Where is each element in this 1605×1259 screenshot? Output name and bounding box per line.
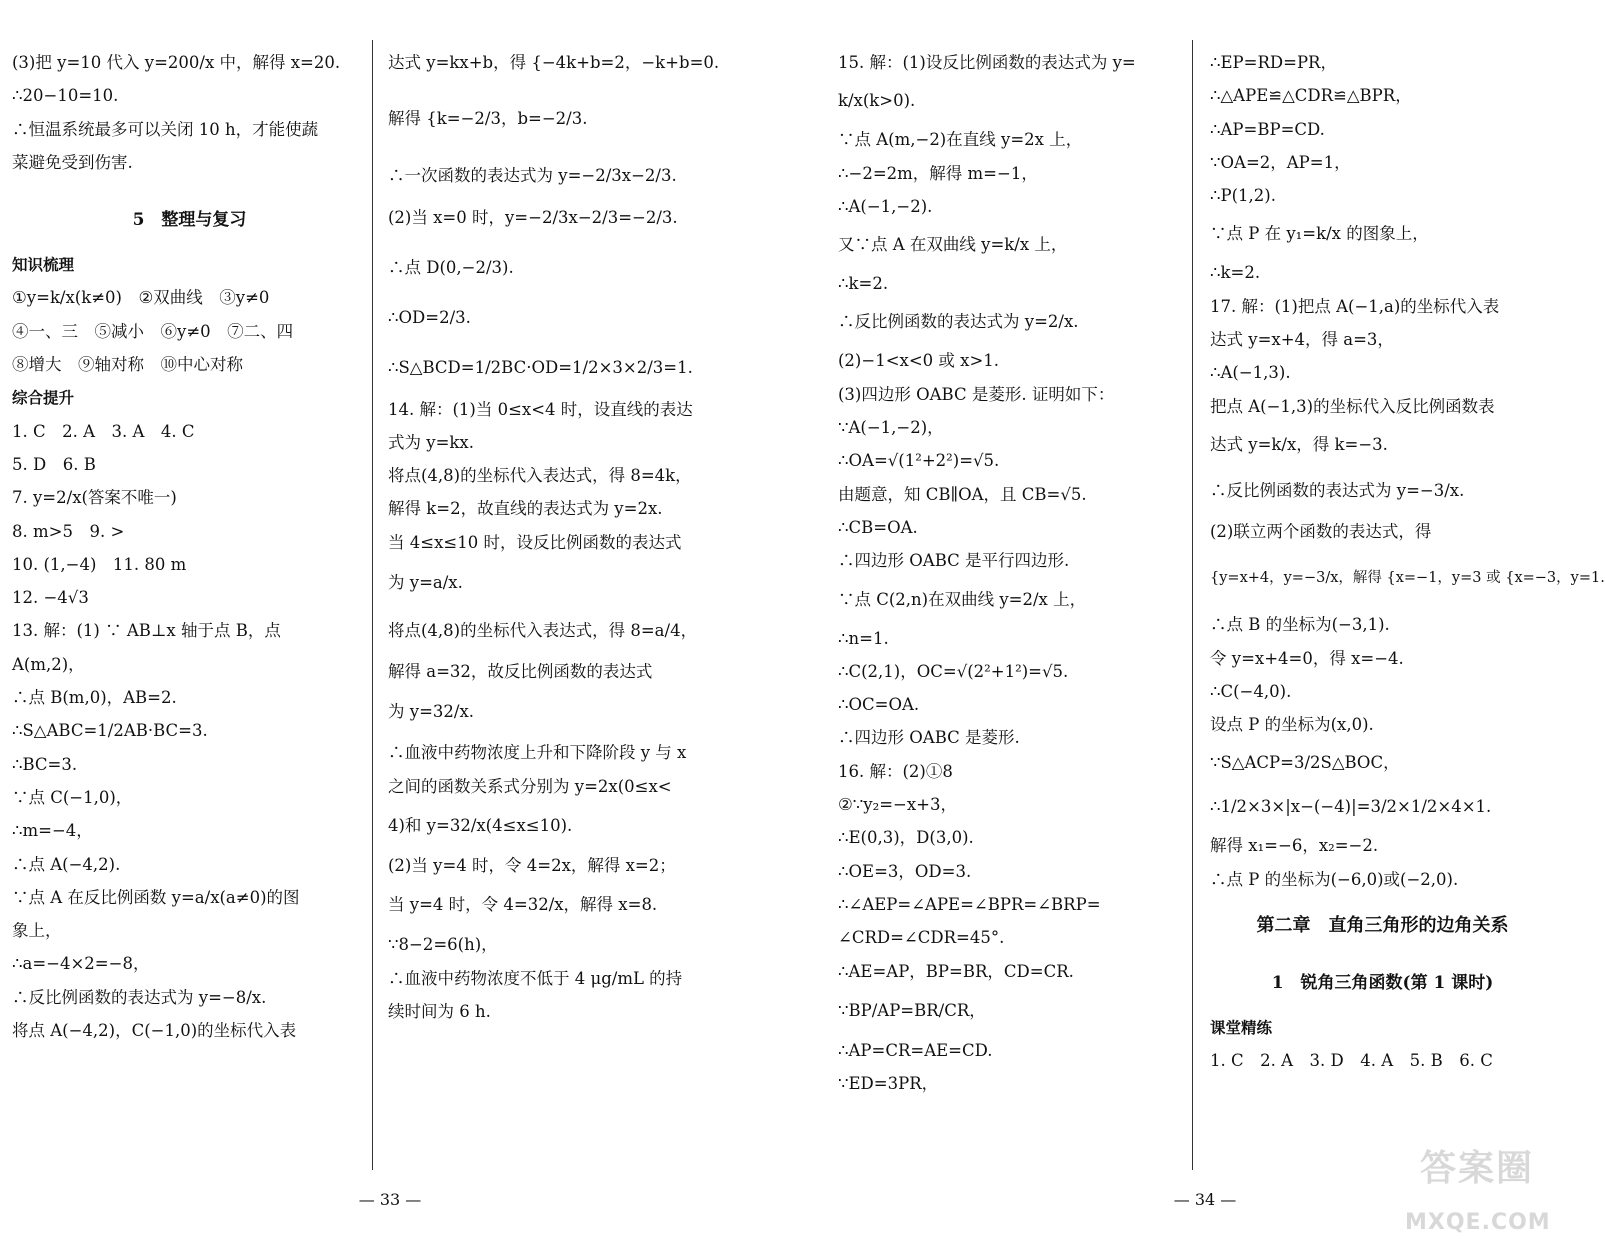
- text-line: 将点 A(−4,2)，C(−1,0)的坐标代入表: [12, 1021, 297, 1041]
- text-line: ∴A(−1,−2).: [838, 196, 933, 216]
- text-line: ∴AP=BP=CD.: [1210, 119, 1325, 139]
- text-line: A(m,2)，: [12, 654, 85, 674]
- text-line: 为 y=a/x.: [388, 573, 463, 593]
- column-divider: [1192, 40, 1193, 1170]
- column-divider: [372, 40, 373, 1170]
- text-line: 7. y=2/x(答案不唯一): [12, 488, 177, 508]
- page-34-column-1: [838, 46, 1183, 1100]
- text-line: 菜避免受到伤害.: [12, 152, 133, 172]
- text-line: 14. 解：(1)当 0≤x<4 时，设直线的表达: [388, 399, 693, 419]
- text-line: ∴点 B(m,0)，AB=2.: [12, 688, 177, 708]
- text-line: 15. 解：(1)设反比例函数的表达式为 y=: [838, 53, 1136, 72]
- text-line: ②∵y₂=−x+3，: [838, 795, 958, 815]
- text-line: ∵S△ACP=3/2S△BOC，: [1210, 753, 1400, 773]
- text-line: ∴k=2.: [838, 274, 889, 294]
- text-line: 当 4≤x≤10 时，设反比例函数的表达式: [388, 532, 682, 552]
- text-line: ∵点 A(m,−2)在直线 y=2x 上，: [838, 130, 1083, 150]
- text-line: ∵ED=3PR，: [838, 1074, 939, 1094]
- text-line: ∴恒温系统最多可以关闭 10 h，才能使蔬: [12, 119, 319, 139]
- text-line: ∵BP/AP=BR/CR，: [838, 1000, 986, 1020]
- text-line: ∴点 D(0,−2/3).: [388, 257, 514, 277]
- text-line: ∴CB=OA.: [838, 517, 918, 537]
- text-line: ∴C(2,1)，OC=√(2²+1²)=√5.: [838, 661, 1069, 681]
- text-line: 解得 {k=−2/3，b=−2/3.: [388, 109, 588, 129]
- text-line: ∴AE=AP，BP=BR，CD=CR.: [838, 961, 1074, 981]
- text-line: ∴血液中药物浓度上升和下降阶段 y 与 x: [388, 743, 687, 763]
- page-number: — 33 —: [358, 1190, 422, 1209]
- text-line: 1. C 2. A 3. A 4. C: [12, 421, 195, 441]
- text-line: ∴OD=2/3.: [388, 307, 471, 327]
- text-line: ∴a=−4×2=−8，: [12, 954, 150, 974]
- text-line: ∴S△BCD=1/2BC·OD=1/2×3×2/3=1.: [388, 357, 693, 377]
- text-line: 解得 k=2，故直线的表达式为 y=2x.: [388, 499, 663, 519]
- text-line: ∴A(−1,3).: [1210, 363, 1291, 383]
- text-line: ∵8−2=6(h)，: [388, 935, 498, 955]
- text-line: ∴20−10=10.: [12, 86, 119, 106]
- text-line: 5. D 6. B: [12, 454, 96, 474]
- text-line: 1. C 2. A 3. D 4. A 5. B 6. C: [1210, 1051, 1493, 1071]
- text-line: ∴OC=OA.: [838, 695, 920, 715]
- text-line: 10. (1,−4) 11. 80 m: [12, 554, 187, 574]
- text-line: ∴EP=RD=PR，: [1210, 53, 1337, 72]
- text-line: (3)把 y=10 代入 y=200/x 中，解得 x=20.: [12, 53, 341, 72]
- text-line: ∴S△ABC=1/2AB·BC=3.: [12, 721, 208, 741]
- subsection-heading: 知识梳理: [12, 255, 75, 275]
- text-line: ∵点 C(2,n)在双曲线 y=2/x 上，: [838, 589, 1087, 609]
- watermark-logo: [1405, 1140, 1585, 1250]
- text-line: ∴AP=CR=AE=CD.: [838, 1040, 993, 1060]
- text-line: ∴C(−4,0).: [1210, 681, 1292, 701]
- text-line: ∴血液中药物浓度不低于 4 μg/mL 的持: [388, 968, 683, 988]
- text-line: ∴P(1,2).: [1210, 186, 1276, 206]
- section-heading: 5 整理与复习: [132, 210, 247, 231]
- text-line: 设点 P 的坐标为(x,0).: [1210, 715, 1374, 735]
- text-line: ①y=k/x(k≠0) ②双曲线 ③y≠0: [12, 288, 270, 308]
- text-line: 达式 y=k/x，得 k=−3.: [1210, 434, 1388, 454]
- text-line: 4)和 y=32/x(4≤x≤10).: [388, 815, 573, 835]
- text-line: (2)当 x=0 时，y=−2/3x−2/3=−2/3.: [388, 207, 678, 227]
- text-line: ∵点 A 在反比例函数 y=a/x(a≠0)的图: [12, 887, 300, 907]
- text-line: ∵OA=2，AP=1，: [1210, 152, 1351, 172]
- text-line: (2)联立两个函数的表达式，得: [1210, 521, 1432, 541]
- page-number: — 34 —: [1173, 1190, 1237, 1209]
- text-line: ∴n=1.: [838, 628, 889, 648]
- text-line: ④一、三 ⑤减小 ⑥y≠0 ⑦二、四: [12, 321, 294, 341]
- text-line: (2)−1<x<0 或 x>1.: [838, 351, 1000, 371]
- text-line: ∴k=2.: [1210, 263, 1261, 283]
- text-line: ∴四边形 OABC 是平行四边形.: [838, 551, 1070, 571]
- text-line: 达式 y=x+4，得 a=3，: [1210, 330, 1394, 350]
- text-line: 式为 y=kx.: [388, 432, 474, 452]
- text-line: 当 y=4 时，令 4=32/x，解得 x=8.: [388, 895, 658, 915]
- text-line: ∴OA=√(1²+2²)=√5.: [838, 451, 1000, 471]
- text-line: 将点(4,8)的坐标代入表达式，得 8=4k，: [388, 466, 692, 486]
- chapter-heading: 第二章 直角三角形的边角关系: [1256, 915, 1509, 937]
- text-line: ∴四边形 OABC 是菱形.: [838, 728, 1020, 748]
- text-line: ∴反比例函数的表达式为 y=−8/x.: [12, 987, 267, 1007]
- page-34: [800, 0, 1605, 1259]
- text-line: 由题意，知 CB∥OA，且 CB=√5.: [838, 484, 1087, 504]
- text-line: ∴△APE≌△CDR≌△BPR，: [1210, 86, 1412, 106]
- text-line: ∵点 C(−1,0)，: [12, 787, 133, 807]
- text-line: ∴1/2×3×|x−(−4)|=3/2×1/2×4×1.: [1210, 797, 1492, 817]
- text-line: 达式 y=kx+b，得 {−4k+b=2，−k+b=0.: [388, 53, 720, 72]
- page-34-column-2: [1210, 46, 1605, 1078]
- text-line: 12. −4√3: [12, 588, 89, 608]
- text-line: ∴OE=3，OD=3.: [838, 861, 972, 881]
- text-line: 为 y=32/x.: [388, 702, 474, 722]
- text-line: ∵A(−1,−2)，: [838, 418, 944, 438]
- text-line: 解得 x₁=−6，x₂=−2.: [1210, 836, 1379, 856]
- text-line: 17. 解：(1)把点 A(−1,a)的坐标代入表: [1210, 296, 1500, 316]
- text-line: ∴−2=2m，解得 m=−1，: [838, 163, 1038, 183]
- text-line: ∴E(0,3)，D(3,0).: [838, 828, 974, 848]
- text-line: 解得 a=32，故反比例函数的表达式: [388, 662, 653, 682]
- text-line: 续时间为 6 h.: [388, 1001, 491, 1021]
- text-line: ∴点 B 的坐标为(−3,1).: [1210, 615, 1390, 635]
- watermark-text: 答案圈: [1420, 1148, 1535, 1189]
- text-line: k/x(k>0).: [838, 91, 916, 111]
- section-heading: 1 锐角三角函数(第 1 课时): [1271, 973, 1494, 994]
- text-line: ⑧增大 ⑨轴对称 ⑩中心对称: [12, 355, 243, 375]
- text-line: 13. 解：(1) ∵ AB⊥x 轴于点 B，点: [12, 621, 281, 641]
- text-line: 16. 解：(2)①8: [838, 761, 953, 781]
- text-line: ∴点 A(−4,2).: [12, 854, 121, 874]
- text-line: 8. m>5 9. >: [12, 521, 125, 541]
- text-line: (2)当 y=4 时，令 4=2x，解得 x=2；: [388, 855, 676, 875]
- text-line: 又∵点 A 在双曲线 y=k/x 上，: [838, 235, 1068, 255]
- text-line: (3)四边形 OABC 是菱形. 证明如下：: [838, 384, 1115, 404]
- text-line: ∴反比例函数的表达式为 y=2/x.: [838, 312, 1079, 332]
- page-33-column-2: [388, 46, 783, 1028]
- text-line: 象上，: [12, 921, 62, 941]
- page-33-column-1: [12, 46, 367, 1047]
- text-line: 令 y=x+4=0，得 x=−4.: [1210, 648, 1404, 668]
- text-line: 把点 A(−1,3)的坐标代入反比例函数表: [1210, 396, 1495, 416]
- watermark-url: MXQE.COM: [1405, 1210, 1551, 1235]
- text-line: ∴BC=3.: [12, 754, 78, 774]
- text-line: ∴一次函数的表达式为 y=−2/3x−2/3.: [388, 166, 677, 186]
- text-line: ∴m=−4，: [12, 821, 93, 841]
- text-line: ∵点 P 在 y₁=k/x 的图象上，: [1210, 224, 1429, 244]
- page-33: [0, 0, 790, 1259]
- text-line: ∠CRD=∠CDR=45°.: [838, 928, 1005, 948]
- subsection-heading: 课堂精练: [1210, 1018, 1273, 1038]
- text-line: 将点(4,8)的坐标代入表达式，得 8=a/4，: [388, 621, 698, 641]
- text-line: ∴反比例函数的表达式为 y=−3/x.: [1210, 480, 1465, 500]
- text-line: ∴∠AEP=∠APE=∠BPR=∠BRP=: [838, 894, 1101, 914]
- text-line: {y=x+4，y=−3/x，解得 {x=−1，y=3 或 {x=−3，y=1.: [1210, 570, 1605, 587]
- text-line: ∴点 P 的坐标为(−6,0)或(−2,0).: [1210, 869, 1459, 889]
- text-line: 之间的函数关系式分别为 y=2x(0≤x<: [388, 776, 672, 796]
- subsection-heading: 综合提升: [12, 388, 75, 408]
